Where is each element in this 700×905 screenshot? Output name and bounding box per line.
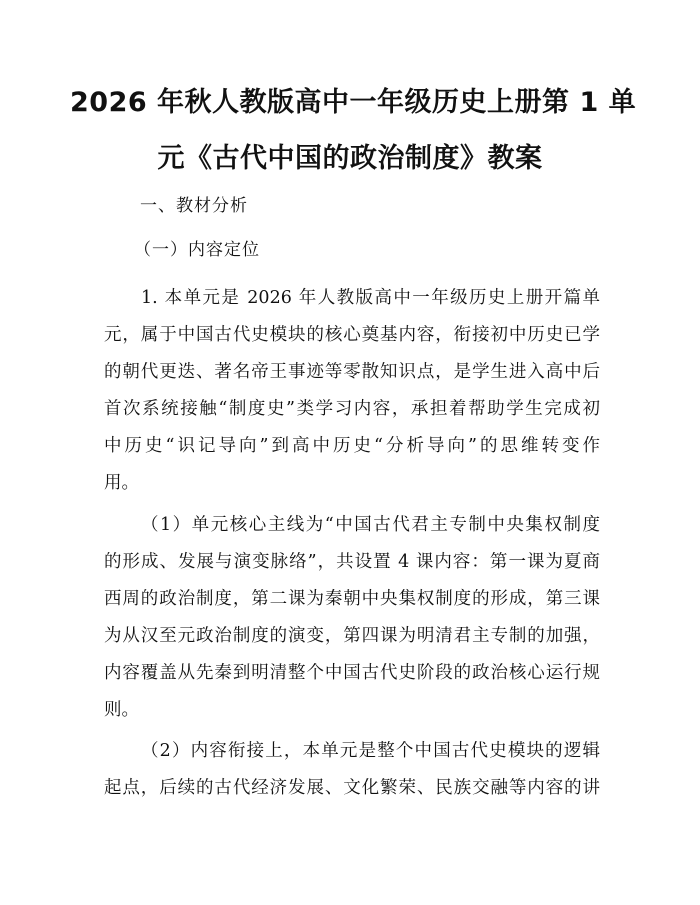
paragraph-line: 内容覆盖从先秦到明清整个中国古代史阶段的政治核心运行规 bbox=[104, 663, 600, 683]
paragraph-line: 用。 bbox=[104, 473, 139, 493]
section-heading: 一、教材分析 bbox=[140, 196, 248, 216]
paragraph-line: （1）单元核心主线为“中国古代君主专制中央集权制度 bbox=[141, 515, 600, 535]
paragraph-line: 中历史“识记导向”到高中历史“分析导向”的思维转变作 bbox=[104, 436, 600, 456]
subsection-heading: （一）内容定位 bbox=[134, 240, 260, 260]
paragraph-line: 则。 bbox=[104, 700, 139, 720]
paragraph-line: 为从汉至元政治制度的演变，第四课为明清君主专制的加强， bbox=[104, 626, 600, 646]
paragraph-line: （2）内容衔接上，本单元是整个中国古代史模块的逻辑 bbox=[141, 741, 600, 761]
paragraph-line: 的朝代更迭、著名帝王事迹等零散知识点，是学生进入高中后 bbox=[104, 362, 600, 382]
paragraph-line: 的形成、发展与演变脉络”，共设置 4 课内容：第一课为夏商 bbox=[104, 552, 600, 572]
paragraph-line: 首次系统接触“制度史”类学习内容，承担着帮助学生完成初 bbox=[104, 399, 600, 419]
paragraph-line: 元，属于中国古代史模块的核心奠基内容，衔接初中历史已学 bbox=[104, 325, 600, 345]
document-title-line-1: 2026 年秋人教版高中一年级历史上册第 1 单 bbox=[70, 87, 637, 118]
paragraph-line: 起点，后续的古代经济发展、文化繁荣、民族交融等内容的讲 bbox=[104, 778, 600, 798]
paragraph-line: 西周的政治制度，第二课为秦朝中央集权制度的形成，第三课 bbox=[104, 589, 600, 609]
document-title-line-2: 元《古代中国的政治制度》教案 bbox=[157, 143, 543, 174]
paragraph-line: 1. 本单元是 2026 年人教版高中一年级历史上册开篇单 bbox=[141, 288, 600, 308]
